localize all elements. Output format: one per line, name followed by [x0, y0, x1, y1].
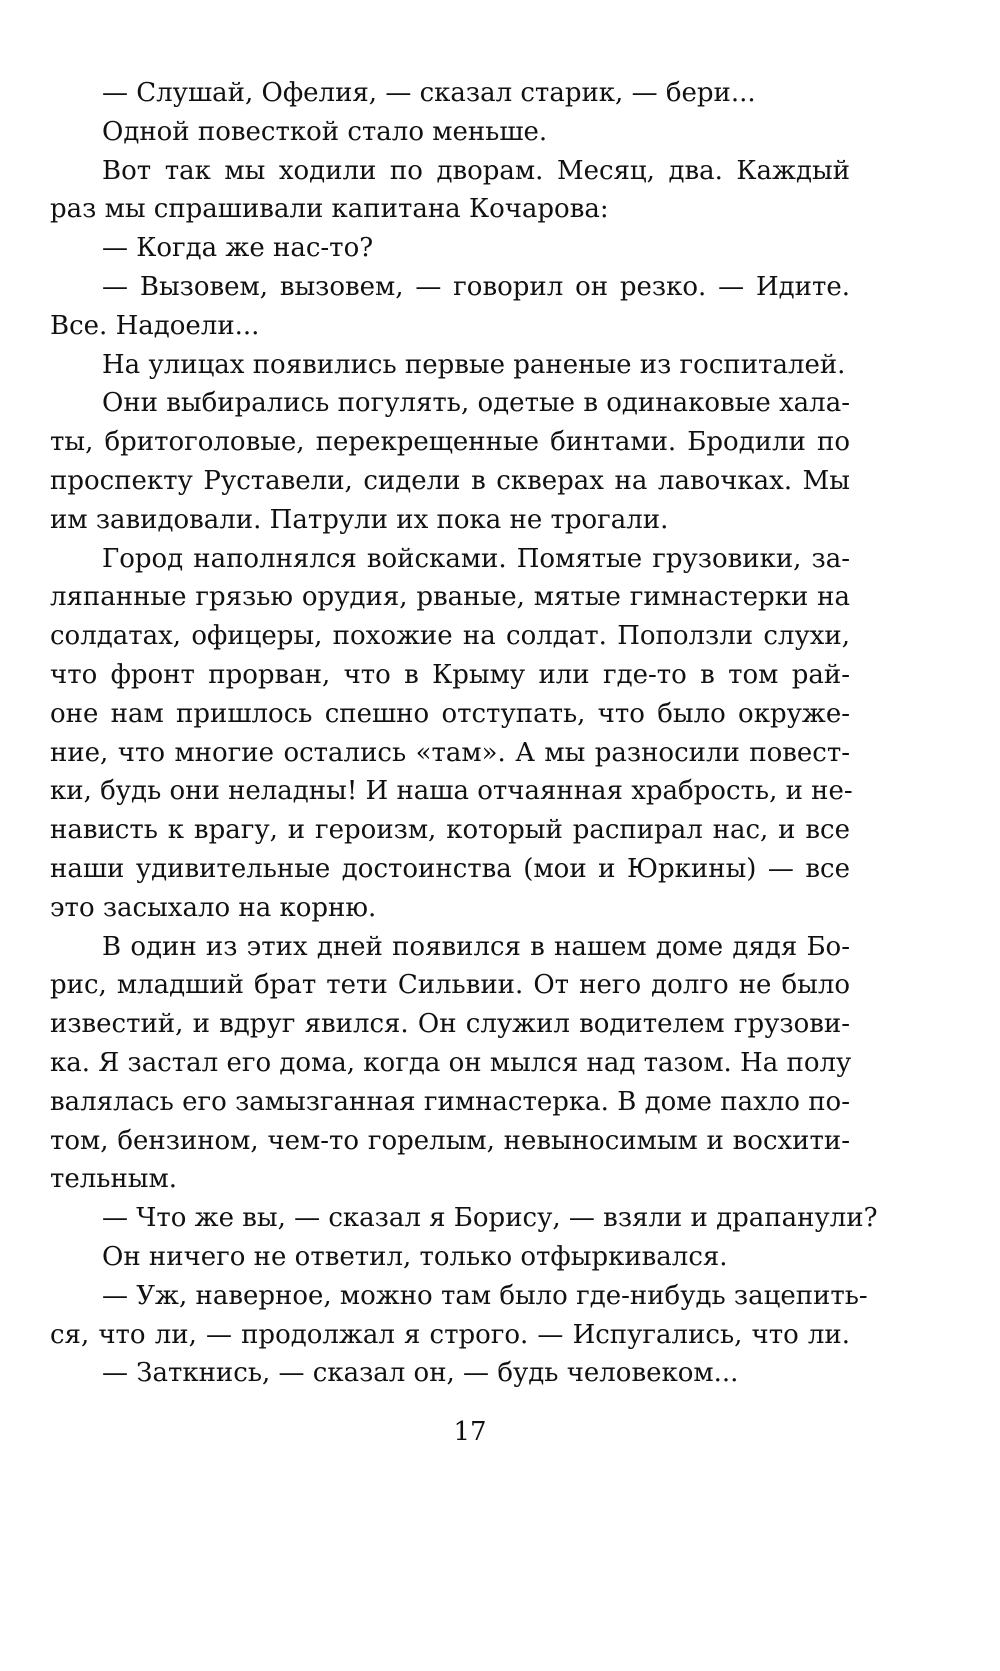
text-line: Город наполнялся войсками. Помятые грузовики, за- — [102, 543, 850, 574]
text-line: солдатах, офицеры, похожие на солдат. Поползли слухи, — [50, 621, 850, 652]
text-line: — Слушай, Офелия, — сказал старик, — бери... — [102, 78, 756, 108]
text-line: известий, и вдруг явился. Он служил водителем грузови- — [50, 1009, 850, 1040]
text-line: ка. Я застал его дома, когда он мылся над тазом. На полу — [50, 1047, 852, 1078]
text-line: — Уж, наверное, можно там было где-нибудь зацепить- — [102, 1280, 868, 1311]
text-line: — Что же вы, — сказал я Борису, — взяли и драпанули? — [102, 1203, 878, 1234]
text-line: рис, младший брат тети Сильвии. От него долго не было — [50, 970, 850, 1001]
text-line: тельным. — [50, 1164, 177, 1195]
text-line: — Вызовем, вызовем, — говорил он резко. — Идите. — [102, 271, 850, 302]
text-line: это засыхало на корню. — [50, 892, 377, 923]
text-line: Они выбирались погулять, одетые в одинаковые хала- — [102, 388, 850, 419]
text-line: ляпанные грязью орудия, рваные, мятые гимнастерки на — [50, 582, 850, 613]
text-line: валялась его замызганная гимнастерка. В доме пахло по- — [50, 1086, 850, 1117]
text-line: оне нам пришлось спешно отступать, что было окруже- — [50, 698, 850, 729]
text-line: что фронт прорван, что в Крыму или где-то в том рай- — [50, 659, 850, 690]
text-line: ся, что ли, — продолжал я строго. — Испугались, что ли. — [50, 1319, 850, 1350]
text-line: им завидовали. Патрули их пока не трогали. — [50, 504, 669, 535]
text-line: Одной повесткой стало меньше. — [102, 116, 548, 147]
text-line: наши удивительные достоинства (мои и Юркины) — все — [50, 853, 850, 884]
text-line: нависть к врагу, и героизм, который распирал нас, и все — [50, 815, 850, 846]
body-text — [50, 74, 878, 1393]
text-line: ки, будь они неладны! И наша отчаянная храбрость, и не- — [50, 776, 853, 807]
text-line: раз мы спрашивали капитана Кочарова: — [50, 194, 609, 225]
text-line: том, бензином, чем-то горелым, невыносимым и восхити- — [50, 1125, 850, 1156]
text-line: — Когда же нас-то? — [102, 233, 374, 264]
text-line: — Заткнись, — сказал он, — будь человеком... — [102, 1358, 739, 1389]
text-line: Он ничего не ответил, только отфыркивался. — [102, 1241, 728, 1272]
text-line: Все. Надоели... — [50, 310, 260, 341]
text-line: На улицах появились первые раненые из госпиталей. — [102, 349, 846, 380]
text-line: ты, бритоголовые, перекрещенные бинтами. Бродили по — [50, 427, 850, 458]
page-number: 17 — [453, 1417, 487, 1447]
text-line: Вот так мы ходили по дворам. Месяц, два. Каждый — [102, 155, 850, 186]
text-line: проспекту Руставели, сидели в скверах на лавочках. Мы — [50, 465, 850, 496]
text-line: ние, что многие остались «там». А мы разносили повест- — [50, 737, 850, 768]
text-line: В один из этих дней появился в нашем доме дядя Бо- — [102, 931, 850, 962]
